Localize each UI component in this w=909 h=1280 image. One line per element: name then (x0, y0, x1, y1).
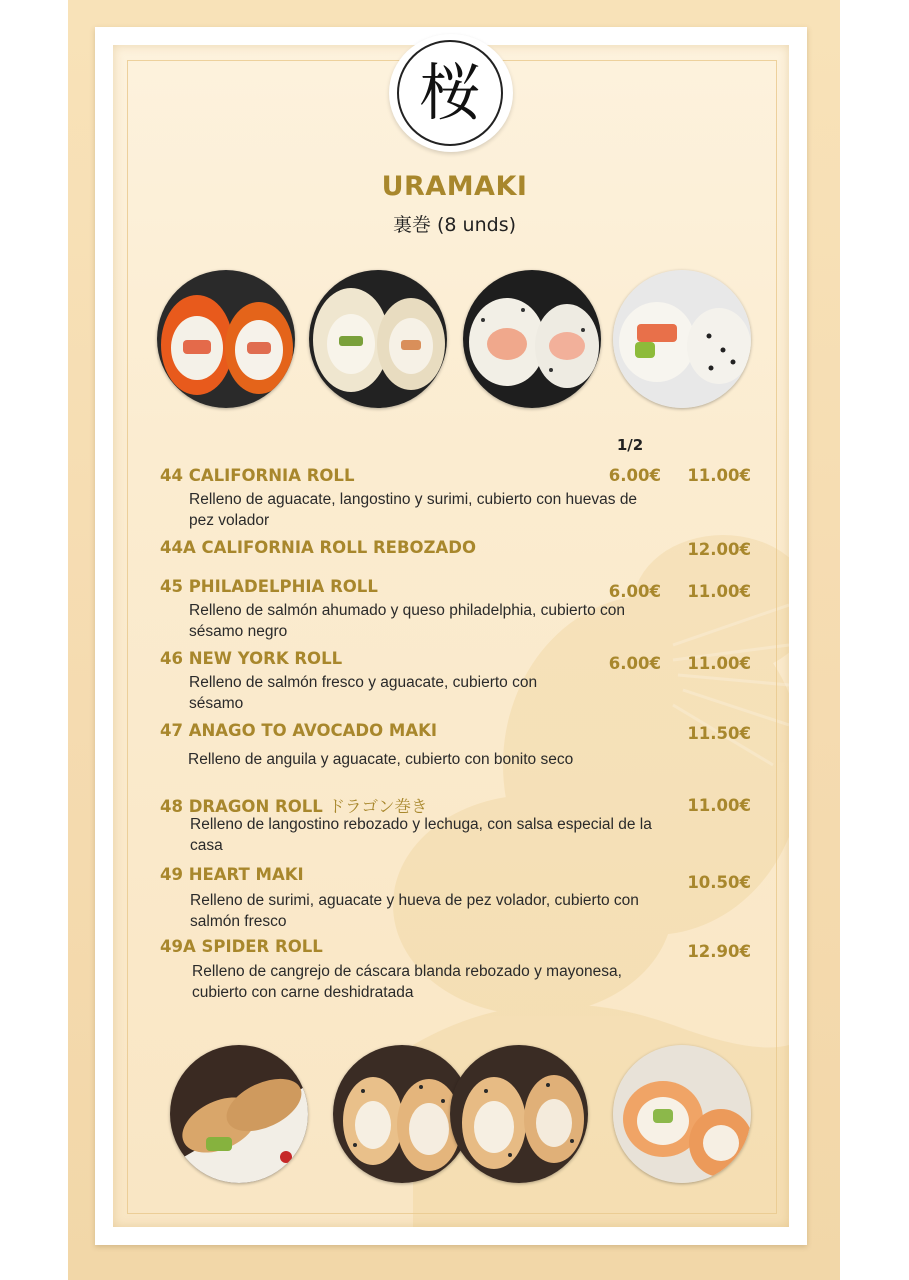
logo-kanji: 桜 (418, 56, 481, 129)
half-portion-header: 1/2 (616, 436, 644, 454)
item-name: 49A SPIDER ROLL (160, 937, 323, 956)
item-description: Relleno de cangrejo de cáscara blanda rebozado y mayonesa, cubierto con carne deshidratada (192, 963, 622, 1001)
price-full: 11.50€ (687, 724, 751, 743)
item-name: 49 HEART MAKI (160, 865, 304, 884)
logo-ring (397, 40, 503, 146)
item-description: Relleno de surimi, aguacate y hueva de pez volador, cubierto con salmón fresco (190, 892, 639, 930)
sushi-photo-heart (613, 1045, 751, 1183)
sushi-photo-dragon (170, 1045, 308, 1183)
sushi-photo-spider-right (450, 1045, 588, 1183)
item-description: Relleno de aguacate, langostino y surimi, cubierto con huevas de pez volador (189, 491, 638, 529)
page-subtitle: 裏巻 (8 unds) (392, 214, 517, 236)
item-name: 44 CALIFORNIA ROLL (160, 466, 355, 485)
item-description: Relleno de langostino rebozado y lechuga, con salsa especial de la casa (190, 816, 652, 854)
page-title: URAMAKI (381, 171, 528, 202)
item-name-japanese: ドラゴン巻き (328, 797, 428, 816)
sushi-photo-rebozado (309, 270, 447, 408)
price-full: 11.00€ (687, 654, 751, 673)
price-half: 6.00€ (608, 582, 661, 601)
price-full: 11.00€ (687, 582, 751, 601)
item-name: 47 ANAGO TO AVOCADO MAKI (160, 721, 438, 740)
item-name: 48 DRAGON ROLL ドラゴン巻き (160, 797, 428, 816)
price-full: 12.00€ (687, 540, 751, 559)
sakura-logo (389, 34, 513, 152)
price-full: 11.00€ (687, 796, 751, 815)
price-full: 10.50€ (687, 873, 751, 892)
price-full: 11.00€ (687, 466, 751, 485)
price-half: 6.00€ (608, 466, 661, 485)
item-name: 46 NEW YORK ROLL (160, 649, 343, 668)
sushi-photo-sesame (463, 270, 601, 408)
item-name: 44A CALIFORNIA ROLL REBOZADO (160, 538, 477, 557)
price-half: 6.00€ (608, 654, 661, 673)
price-full: 12.90€ (687, 942, 751, 961)
sushi-photo-california (157, 270, 295, 408)
item-description: Relleno de salmón fresco y aguacate, cubierto con sésamo (189, 674, 538, 712)
item-name: 45 PHILADELPHIA ROLL (160, 577, 378, 596)
item-description: Relleno de anguila y aguacate, cubierto con bonito seco (188, 751, 574, 768)
item-description: Relleno de salmón ahumado y queso philadelphia, cubierto con sésamo negro (189, 602, 626, 640)
sushi-photo-philadelphia (613, 270, 751, 408)
